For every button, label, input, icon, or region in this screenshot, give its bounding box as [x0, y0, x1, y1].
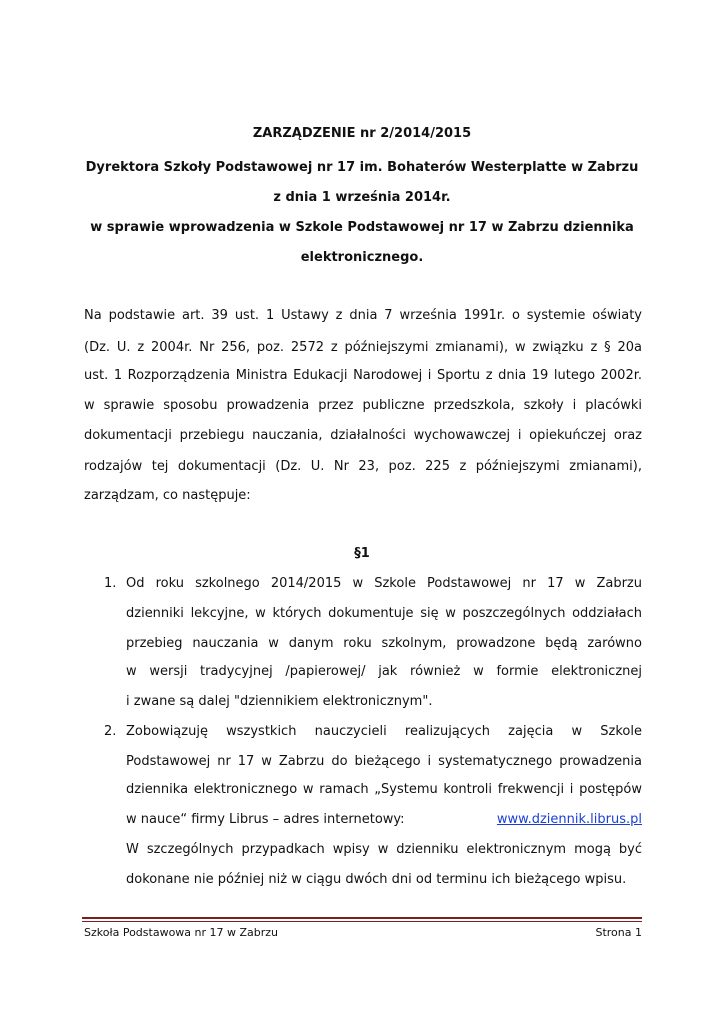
preamble-line: zarządzam, co następuje: — [84, 488, 251, 503]
list-item-line: w wersji tradycyjnej /papierowej/ jak również w formie elektronicznej — [126, 664, 642, 679]
list-item-line: dokonane nie później niż w ciągu dwóch dni od terminu ich bieżącego wpisu. — [126, 872, 627, 887]
document-subject-line-2: elektronicznego. — [300, 250, 424, 265]
document-subject-line-1: w sprawie wprowadzenia w Szkole Podstawowej nr 17 w Zabrzu dziennika — [90, 220, 634, 235]
section-mark: §1 — [354, 546, 370, 561]
list-item-number: 2. — [104, 724, 117, 739]
list-item-line: Od roku szkolnego 2014/2015 w Szkole Podstawowej nr 17 w Zabrzu — [126, 576, 642, 591]
list-item-link-line — [126, 812, 642, 827]
footer-rule-thin — [82, 921, 642, 922]
preamble-line: ust. 1 Rozporządzenia Ministra Edukacji Narodowej i Sportu z dnia 19 lutego 2002r. — [84, 368, 642, 383]
footer-page-number: Strona 1 — [595, 926, 642, 939]
list-item-line: dziennika elektronicznego w ramach „Systemu kontroli frekwencji i postępów — [126, 782, 642, 797]
footer-school-name: Szkoła Podstawowa nr 17 w Zabrzu — [84, 926, 279, 939]
preamble-line: rodzajów tej dokumentacji (Dz. U. Nr 23, poz. 225 z późniejszymi zmianami), — [84, 459, 642, 474]
list-item-link-prefix: w nauce“ firmy Librus – adres internetowy: — [126, 812, 405, 827]
preamble-line: dokumentacji przebiegu nauczania, działalności wychowawczej i opiekuńczej oraz — [84, 428, 642, 443]
document-title: ZARZĄDZENIE nr 2/2014/2015 — [252, 126, 472, 141]
footer-rule — [82, 917, 642, 919]
list-item-line: przebieg nauczania w danym roku szkolnym, prowadzone będą zarówno — [126, 636, 642, 651]
list-item-number: 1. — [104, 576, 117, 591]
document-date: z dnia 1 września 2014r. — [273, 190, 451, 205]
document-issuer: Dyrektora Szkoły Podstawowej nr 17 im. Bohaterów Westerplatte w Zabrzu — [85, 160, 639, 175]
list-item-line: i zwane są dalej "dziennikiem elektronicznym". — [126, 694, 433, 709]
list-item-line: dzienniki lekcyjne, w których dokumentuje się w poszczególnych oddziałach — [126, 606, 642, 621]
list-item-line: W szczególnych przypadkach wpisy w dzienniku elektronicznym mogą być — [126, 842, 642, 857]
preamble-line: Na podstawie art. 39 ust. 1 Ustawy z dnia 7 września 1991r. o systemie oświaty — [84, 308, 642, 323]
librus-link[interactable]: www.dziennik.librus.pl — [496, 812, 642, 827]
list-item-line: Zobowiązuję wszystkich nauczycieli realizujących zajęcia w Szkole — [126, 724, 642, 739]
preamble-line: w sprawie sposobu prowadzenia przez publiczne przedszkola, szkoły i placówki — [84, 398, 642, 413]
preamble-line: (Dz. U. z 2004r. Nr 256, poz. 2572 z późniejszymi zmianami), w związku z § 20a — [84, 340, 642, 355]
list-item-line: Podstawowej nr 17 w Zabrzu do bieżącego i systematycznego prowadzenia — [126, 754, 642, 769]
